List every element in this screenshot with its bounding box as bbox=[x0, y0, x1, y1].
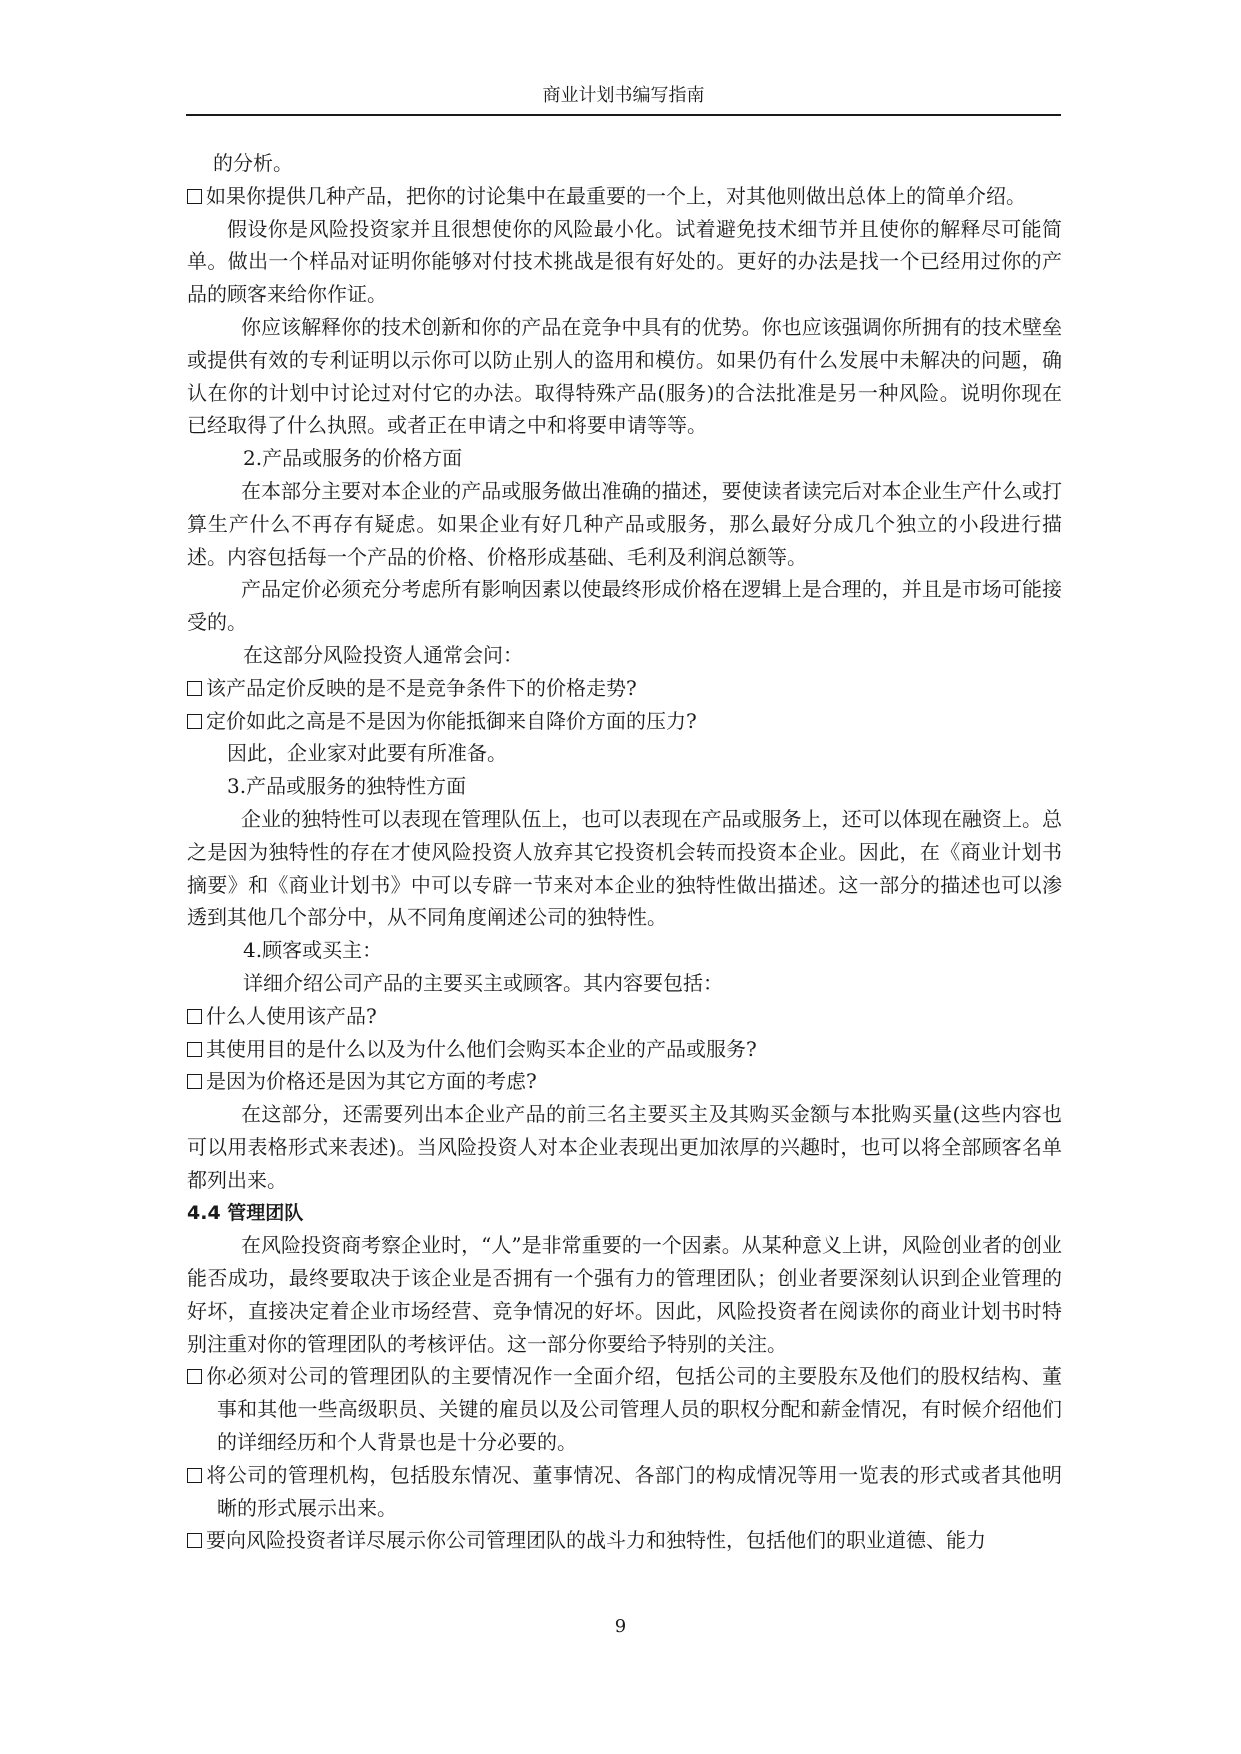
paragraph: 在这部分风险投资人通常会问： bbox=[243, 642, 523, 667]
page-body bbox=[187, 147, 1062, 1557]
checkbox-bullet-icon bbox=[187, 189, 202, 204]
paragraph: 你应该解释你的技术创新和你的产品在竞争中具有的优势。你也应该强调你所拥有的技术壁垒或提供有效的专利证明以示你可以防止别人的盗用和模仿。如果仍有什么发展中未解决的问题，确认在你的计划中讨论过对付它的办法。取得特殊产品(服务)的合法批准是另一种风险。说明你现在已经取得了什么执照。或者正在申请之中和将要申请等等。 bbox=[187, 314, 1062, 438]
bullet-item: 如果你提供几种产品，把你的讨论集中在最重要的一个上，对其他则做出总体上的简单介绍。 bbox=[187, 180, 1062, 213]
checkbox-bullet-icon bbox=[187, 1369, 202, 1384]
paragraph: 详细介绍公司产品的主要买主或顾客。其内容要包括： bbox=[243, 970, 723, 995]
paragraph: 假设你是风险投资家并且很想使你的风险最小化。试着避免技术细节并且使你的解释尽可能简单。做出一个样品对证明你能够对付技术挑战是很有好处的。更好的办法是找一个已经用过你的产品的顾客来给你作证。 bbox=[187, 216, 1062, 307]
bullet-item: 要向风险投资者详尽展示你公司管理团队的战斗力和独特性，包括他们的职业道德、能力 bbox=[187, 1524, 1062, 1557]
paragraph: 产品定价必须充分考虑所有影响因素以使最终形成价格在逻辑上是合理的，并且是市场可能接受的。 bbox=[187, 577, 1062, 635]
bullet-item: 该产品定价反映的是不是竞争条件下的价格走势? bbox=[187, 672, 1062, 705]
header-rule bbox=[186, 114, 1061, 116]
paragraph: 在风险投资商考察企业时，“人”是非常重要的一个因素。从某种意义上讲，风险创业者的创业能否成功，最终要取决于该企业是否拥有一个强有力的管理团队；创业者要深刻认识到企业管理的好坏，直接决定着企业市场经营、竞争情况的好坏。因此，风险投资者在阅读你的商业计划书时特别注重对你的管理团队的考核评估。这一部分你要给予特别的关注。 bbox=[187, 1233, 1062, 1356]
paragraph-continuation: 的分析。 bbox=[213, 151, 293, 175]
paragraph: 因此，企业家对此要有所准备。 bbox=[227, 741, 507, 766]
bullet-item: 定价如此之高是不是因为你能抵御来自降价方面的压力? bbox=[187, 705, 1062, 738]
paragraph: 在这部分，还需要列出本企业产品的前三名主要买主及其购买金额与本批购买量(这些内容也可以用表格形式来表述)。当风险投资人对本企业表现出更加浓厚的兴趣时，也可以将全部顾客名单都列出来。 bbox=[187, 1102, 1062, 1192]
bullet-item: 其使用目的是什么以及为什么他们会购买本企业的产品或服务? bbox=[187, 1033, 1062, 1066]
checkbox-bullet-icon bbox=[187, 1009, 202, 1024]
bullet-item: 将公司的管理机构，包括股东情况、董事情况、各部门的构成情况等用一览表的形式或者其他明晰的形式展示出来。 bbox=[187, 1459, 1062, 1525]
bullet-item: 什么人使用该产品? bbox=[187, 1000, 1062, 1033]
bullet-item: 你必须对公司的管理团队的主要情况作一全面介绍，包括公司的主要股东及他们的股权结构、董事和其他一些高级职员、关键的雇员以及公司管理人员的职权分配和薪金情况，有时候介绍他们的详细经历和个人背景也是十分必要的。 bbox=[187, 1360, 1062, 1458]
checkbox-bullet-icon bbox=[187, 1042, 202, 1057]
paragraph: 企业的独特性可以表现在管理队伍上，也可以表现在产品或服务上，还可以体现在融资上。总之是因为独特性的存在才使风险投资人放弃其它投资机会转而投资本企业。因此，在《商业计划书摘要》和《商业计划书》中可以专辟一节来对本企业的独特性做出描述。这一部分的描述也可以渗透到其他几个部分中，从不同角度阐述公司的独特性。 bbox=[187, 806, 1062, 930]
checkbox-bullet-icon bbox=[187, 1074, 202, 1089]
page-number: 9 bbox=[614, 1616, 627, 1637]
subsection-title: 4.顾客或买主： bbox=[243, 938, 383, 963]
bullet-item: 是因为价格还是因为其它方面的考虑? bbox=[187, 1065, 1062, 1098]
checkbox-bullet-icon bbox=[187, 681, 202, 696]
running-header: 商业计划书编写指南 bbox=[542, 85, 705, 106]
checkbox-bullet-icon bbox=[187, 1533, 202, 1548]
subsection-title: 2.产品或服务的价格方面 bbox=[243, 446, 463, 471]
section-heading: 4.4 管理团队 bbox=[187, 1201, 304, 1224]
checkbox-bullet-icon bbox=[187, 1468, 202, 1483]
subsection-title: 3.产品或服务的独特性方面 bbox=[227, 774, 467, 799]
paragraph: 在本部分主要对本企业的产品或服务做出准确的描述，要使读者读完后对本企业生产什么或打算生产什么不再存有疑虑。如果企业有好几种产品或服务，那么最好分成几个独立的小段进行描述。内容包括每一个产品的价格、价格形成基础、毛利及利润总额等。 bbox=[187, 478, 1062, 569]
checkbox-bullet-icon bbox=[187, 714, 202, 729]
